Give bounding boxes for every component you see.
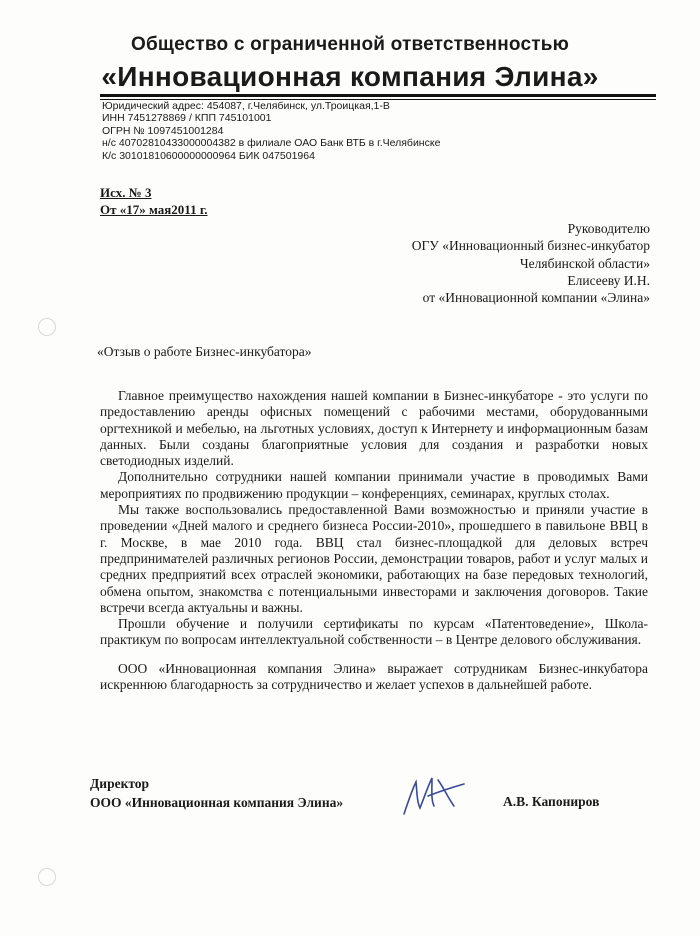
letter-subject: «Отзыв о работе Бизнес-инкубатора» [97, 344, 312, 359]
signatory-company: ООО «Инновационная компания Элина» [90, 795, 344, 810]
addressee-line: Руководителю [567, 221, 650, 236]
addressee-line: ОГУ «Инновационный бизнес-инкубатор [411, 238, 650, 254]
company-requisites [102, 100, 622, 162]
addressee-line: Елисееву И.Н. [567, 272, 650, 288]
body-paragraph: Прошли обучение и получили сертификаты по курсам «Патентоведение», Школа-практикум по вопросам интеллектуальной собственности – в Центре делового обслуживания. [100, 616, 648, 648]
requisite-ogrn: ОГРН № 1097451001284 [102, 124, 224, 137]
requisite-bank-account: н/с 40702810433000004382 в филиале ОАО Банк ВТБ в г.Челябинске [102, 137, 441, 150]
requisite-inn-kpp: ИНН 7451278869 / КПП 745101001 [102, 112, 272, 125]
reference-number: Исх. № 3 [100, 185, 152, 200]
outgoing-reference [100, 184, 208, 218]
addressee-block [250, 220, 650, 306]
requisite-address: Юридический адрес: 454087, г.Челябинск, ул.Троицкая,1-В [102, 100, 390, 112]
requisite-corr-account: К/с 30101810600000000964 БИК 047501964 [102, 149, 315, 162]
reference-date: От «17» мая2011 г. [100, 202, 208, 217]
addressee-line: Челябинской области» [519, 255, 650, 271]
punch-hole [38, 318, 56, 336]
punch-hole [38, 868, 56, 886]
body-paragraph: Мы также воспользовались предоставленной Вами возможностью и приняли участие в проведении «Дней малого и среднего бизнеса России-2010», прошедшего в павильоне ВВЦ в г. Москве, в мае 2010 года. ВВЦ стал бизнес-площадкой для деловых встреч предпринимателей различных регионов России, демонстрации товаров, работ и услуг малых и средних предприятий всех отраслей экономики, работающих на базе передовых технологий, обмена опытом, знакомства с потенциальными инвесторами и заключения договоров. Такие встречи всегда актуальны и важны. [100, 502, 648, 615]
letter-body [100, 388, 648, 693]
letterhead-company-type: Общество с ограниченной ответственностью [130, 34, 570, 55]
handwritten-signature [398, 772, 468, 820]
signatory-title: Директор [90, 776, 150, 791]
body-paragraph: Дополнительно сотрудники нашей компании принимали участие в проводимых Вами мероприятиях по продвижению продукции – конференциях, семинарах, круглых столах. [100, 469, 648, 501]
signatory-position [90, 774, 343, 812]
letterhead-divider-thick [100, 94, 656, 97]
letterhead-company-name: «Инновационная компания Элина» [101, 61, 599, 92]
signatory-name: А.В. Капониров [503, 794, 600, 809]
body-paragraph: Главное преимущество нахождения нашей компании в Бизнес-инкубаторе - это услуги по предоставлению аренды офисных помещений с рабочими местами, оборудованными оргтехникой и мебелью, на льготных условиях, доступ к Интернету и информационным базам данных. Были созданы благоприятные условия для создания и разработки новых светодиодных изделий. [100, 388, 648, 469]
addressee-line: от «Инновационной компании «Элина» [422, 290, 650, 306]
body-paragraph: ООО «Инновационная компания Элина» выражает сотрудникам Бизнес-инкубатора искреннюю благодарность за сотрудничество и желает успехов в дальнейшей работе. [100, 660, 648, 693]
